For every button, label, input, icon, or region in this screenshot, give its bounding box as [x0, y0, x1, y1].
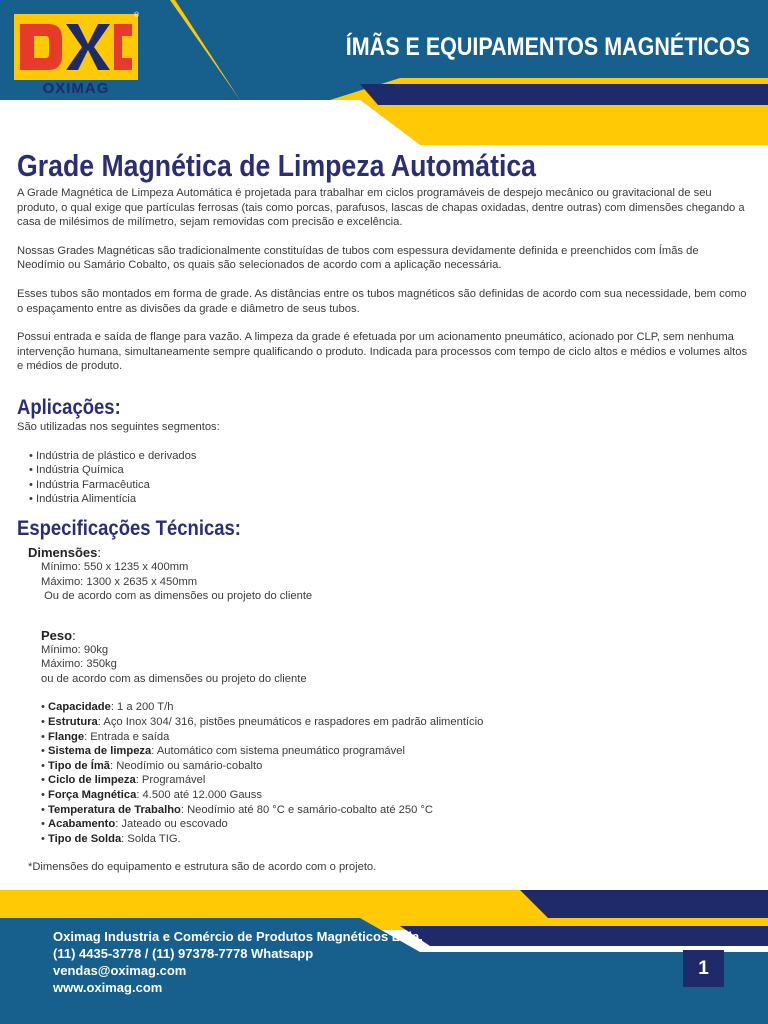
spec-item-cleaning-cycle: • Ciclo de limpeza: Programável — [41, 774, 206, 787]
registered-mark: ® — [134, 12, 140, 19]
footer-contact — [53, 928, 423, 996]
spec-item-flange: • Flange: Entrada e saída — [41, 730, 170, 743]
footer-banner — [0, 880, 768, 1024]
paragraph-intro: A Grade Magnética de Limpeza Automática é projetada para trabalhar em ciclos programáveis de despejo mecânico ou gravitacional de seu produto, o qual exige que partículas ferrosas (tais como porcas, parafusos, lascas de chapas oxidadas, dentre outras) com dimensões chegando a casa de milésimos de milímetro, sejam removidas com precisão e excelência. — [17, 187, 745, 229]
spec-list — [41, 700, 749, 846]
document-body — [17, 148, 749, 875]
paragraph-assembly: Esses tubos são montados em forma de grade. As distâncias entre os tubos magnéticos são definidas de acordo com sua necessidade, bem como o espaçamento entre as divisões da grade e diâmetro de seus tubos. — [17, 287, 747, 315]
spec-item-structure: • Estrutura: Aço Inox 304/ 316, pistões pneumáticos e raspadores em padrão alimentício — [41, 716, 484, 729]
applications-intro: São utilizadas nos seguintes segmentos: — [17, 420, 220, 433]
weight-min: Mínimo: 90kg — [41, 643, 109, 656]
spec-item-capacity: • Capacidade: 1 a 200 T/h — [41, 701, 174, 714]
email-link[interactable]: vendas@oximag.com — [53, 963, 187, 978]
spec-item-cleaning-system: • Sistema de limpeza: Automático com sistema pneumático programável — [41, 745, 405, 758]
spec-item-magnet-type: • Tipo de Ímã: Neodímio ou samário-cobalto — [41, 759, 263, 772]
weight-label: Peso: — [41, 627, 76, 643]
list-item: • Indústria Alimentícia — [29, 493, 137, 506]
weight-max: Máximo: 350kg — [41, 658, 117, 671]
applications-list — [29, 449, 749, 507]
page-number-badge: 1 — [683, 950, 724, 987]
spec-item-working-temperature: • Temperatura de Trabalho: Neodímio até 80 °C e samário-cobalto até 250 °C — [41, 803, 433, 816]
dimensions-note: Ou de acordo com as dimensões ou projeto do cliente — [41, 590, 313, 603]
weight-block — [41, 628, 749, 687]
spec-item-magnetic-force: • Força Magnética: 4.500 até 12.000 Gauss — [41, 789, 262, 802]
website-link[interactable]: www.oximag.com — [53, 980, 163, 995]
list-item: • Indústria Química — [29, 464, 124, 477]
dimensions-block — [28, 545, 749, 604]
dimensions-label: Dimensões: — [28, 544, 101, 560]
phone-numbers: (11) 4435-3778 / (11) 97378-7778 Whatsapp — [53, 946, 314, 961]
spec-item-weld-type: • Tipo de Solda: Solda TIG. — [41, 832, 181, 845]
dimensions-max: Máximo: 1300 x 2635 x 450mm — [41, 575, 198, 588]
spec-item-finish: • Acabamento: Jateado ou escovado — [41, 818, 228, 831]
header-banner — [0, 0, 768, 145]
logo-mark-icon — [14, 14, 138, 80]
logo-wordmark: OXIMAG — [42, 80, 110, 97]
list-item: • Indústria de plástico e derivados — [29, 449, 197, 462]
applications-heading: Aplicações: — [17, 395, 121, 419]
dimensions-min: Mínimo: 550 x 1235 x 400mm — [41, 560, 189, 573]
paragraph-operation: Possui entrada e saída de flange para vazão. A limpeza da grade é efetuada por um acionamento pneumático, acionado por CLP, sem nenhuma intervenção humana, simultaneamente sempre qualificando o produto. Indicada para processos com tempo de ciclo altos e médios e volumes altos e médios de produto. — [17, 331, 748, 373]
page-title: Grade Magnética de Limpeza Automática — [17, 148, 537, 183]
header-title: ÍMÃS E EQUIPAMENTOS MAGNÉTICOS — [345, 33, 750, 61]
company-name: Oximag Industria e Comércio de Produtos Magnéticos Ltda. — [53, 929, 423, 944]
paragraph-construction: Nossas Grades Magnéticas são tradicionalmente constituídas de tubos com espessura devidamente definida e preenchidos com Ímãs de Neodímio ou Samário Cobalto, os quais são selecionados de acordo com a aplicação necessária. — [17, 244, 699, 272]
specs-footnote: *Dimensões do equipamento e estrutura são de acordo com o projeto. — [28, 861, 377, 874]
list-item: • Indústria Farmacêutica — [29, 478, 150, 491]
weight-note: ou de acordo com as dimensões ou projeto do cliente — [41, 672, 307, 685]
specs-heading: Especificações Técnicas: — [17, 516, 241, 540]
